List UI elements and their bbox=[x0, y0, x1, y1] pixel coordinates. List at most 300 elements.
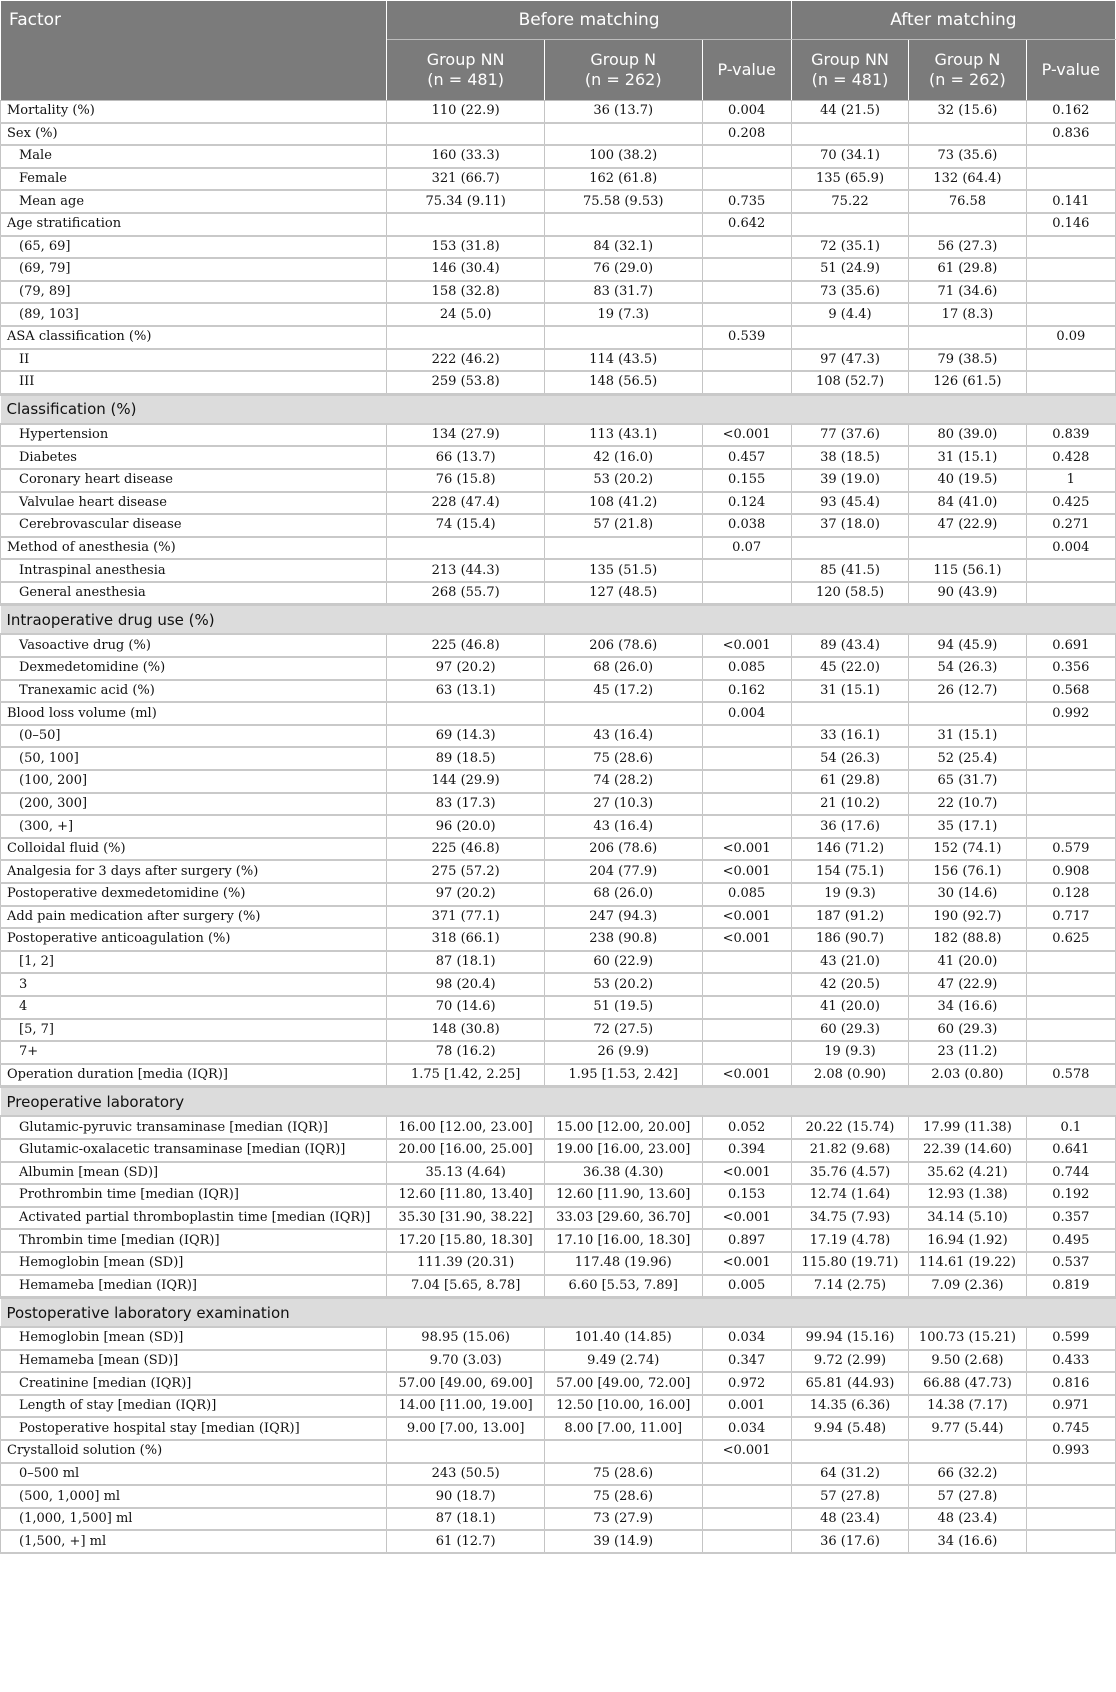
factor-cell: Hemoglobin [mean (SD)] bbox=[1, 1252, 387, 1275]
factor-cell: Male bbox=[1, 145, 387, 168]
value-cell: 54 (26.3) bbox=[791, 747, 908, 770]
section-header-row bbox=[1, 1298, 1116, 1328]
value-cell: 114.61 (19.22) bbox=[909, 1252, 1026, 1275]
value-cell bbox=[544, 123, 702, 146]
value-cell: 90 (43.9) bbox=[909, 582, 1026, 605]
value-cell: <0.001 bbox=[702, 1207, 791, 1230]
value-cell bbox=[702, 1530, 791, 1553]
value-cell: 17.20 [15.80, 18.30] bbox=[387, 1229, 545, 1252]
value-cell: 57.00 [49.00, 72.00] bbox=[544, 1372, 702, 1395]
table-row bbox=[1, 582, 1116, 605]
value-cell bbox=[1026, 770, 1115, 793]
value-cell bbox=[702, 371, 791, 394]
value-cell bbox=[1026, 815, 1115, 838]
value-cell: 2.03 (0.80) bbox=[909, 1064, 1026, 1087]
value-cell: 73 (27.9) bbox=[544, 1508, 702, 1531]
value-cell: 34 (16.6) bbox=[909, 1530, 1026, 1553]
value-cell: 71 (34.6) bbox=[909, 281, 1026, 304]
section-title: Preoperative laboratory bbox=[1, 1087, 1116, 1117]
factor-cell: Postoperative dexmedetomidine (%) bbox=[1, 883, 387, 906]
factor-cell: Crystalloid solution (%) bbox=[1, 1440, 387, 1463]
factor-cell: (100, 200] bbox=[1, 770, 387, 793]
value-cell: 0.537 bbox=[1026, 1252, 1115, 1275]
value-cell: 76.58 bbox=[909, 190, 1026, 213]
value-cell: 0.836 bbox=[1026, 123, 1115, 146]
value-cell: 126 (61.5) bbox=[909, 371, 1026, 394]
value-cell: <0.001 bbox=[702, 906, 791, 929]
value-cell: 26 (9.9) bbox=[544, 1041, 702, 1064]
value-cell bbox=[1026, 236, 1115, 259]
table-row bbox=[1, 1350, 1116, 1373]
value-cell bbox=[702, 725, 791, 748]
value-cell: 76 (15.8) bbox=[387, 469, 545, 492]
table-row bbox=[1, 906, 1116, 929]
value-cell bbox=[791, 702, 908, 725]
value-cell bbox=[387, 123, 545, 146]
value-cell: <0.001 bbox=[702, 860, 791, 883]
factor-cell: 4 bbox=[1, 996, 387, 1019]
value-cell: 0.897 bbox=[702, 1229, 791, 1252]
value-cell bbox=[702, 559, 791, 582]
value-cell: 0.394 bbox=[702, 1139, 791, 1162]
value-cell: 75.34 (9.11) bbox=[387, 190, 545, 213]
value-cell bbox=[702, 582, 791, 605]
factor-cell: Creatinine [median (IQR)] bbox=[1, 1372, 387, 1395]
value-cell: 57.00 [49.00, 69.00] bbox=[387, 1372, 545, 1395]
value-cell bbox=[702, 349, 791, 372]
value-cell: 61 (29.8) bbox=[909, 258, 1026, 281]
value-cell: 43 (16.4) bbox=[544, 725, 702, 748]
value-cell: 72 (27.5) bbox=[544, 1019, 702, 1042]
value-cell: 35.76 (4.57) bbox=[791, 1162, 908, 1185]
value-cell: 14.00 [11.00, 19.00] bbox=[387, 1395, 545, 1418]
column-header bbox=[702, 40, 791, 101]
value-cell bbox=[909, 123, 1026, 146]
value-cell: 94 (45.9) bbox=[909, 634, 1026, 657]
value-cell: 66 (13.7) bbox=[387, 446, 545, 469]
value-cell: 0.141 bbox=[1026, 190, 1115, 213]
value-cell bbox=[791, 326, 908, 349]
value-cell: 42 (16.0) bbox=[544, 446, 702, 469]
value-cell: 225 (46.8) bbox=[387, 838, 545, 861]
value-cell: 42 (20.5) bbox=[791, 973, 908, 996]
value-cell: 30 (14.6) bbox=[909, 883, 1026, 906]
value-cell: 39 (19.0) bbox=[791, 469, 908, 492]
value-cell: 9 (4.4) bbox=[791, 303, 908, 326]
value-cell: 60 (29.3) bbox=[791, 1019, 908, 1042]
value-cell bbox=[1026, 725, 1115, 748]
value-cell: 90 (18.7) bbox=[387, 1485, 545, 1508]
value-cell bbox=[1026, 1485, 1115, 1508]
value-cell: 0.208 bbox=[702, 123, 791, 146]
value-cell: 41 (20.0) bbox=[791, 996, 908, 1019]
value-cell: 9.49 (2.74) bbox=[544, 1350, 702, 1373]
value-cell: 0.085 bbox=[702, 657, 791, 680]
factor-cell: Postoperative anticoagulation (%) bbox=[1, 928, 387, 951]
value-cell: 0.146 bbox=[1026, 213, 1115, 236]
value-cell bbox=[909, 326, 1026, 349]
value-cell: 0.717 bbox=[1026, 906, 1115, 929]
value-cell: 98 (20.4) bbox=[387, 973, 545, 996]
value-cell: 63 (13.1) bbox=[387, 680, 545, 703]
table-row bbox=[1, 747, 1116, 770]
factor-cell: Tranexamic acid (%) bbox=[1, 680, 387, 703]
value-cell: <0.001 bbox=[702, 1252, 791, 1275]
table-row bbox=[1, 770, 1116, 793]
value-cell: 21 (10.2) bbox=[791, 793, 908, 816]
value-cell: 22.39 (14.60) bbox=[909, 1139, 1026, 1162]
value-cell bbox=[909, 1440, 1026, 1463]
factor-cell: (1,000, 1,500] ml bbox=[1, 1508, 387, 1531]
value-cell: 52 (25.4) bbox=[909, 747, 1026, 770]
value-cell: 68 (26.0) bbox=[544, 657, 702, 680]
value-cell: 0.578 bbox=[1026, 1064, 1115, 1087]
value-cell: 12.93 (1.38) bbox=[909, 1184, 1026, 1207]
value-cell: 0.004 bbox=[702, 702, 791, 725]
table-row bbox=[1, 559, 1116, 582]
value-cell: 0.052 bbox=[702, 1116, 791, 1139]
value-cell: 0.124 bbox=[702, 492, 791, 515]
value-cell: 9.72 (2.99) bbox=[791, 1350, 908, 1373]
value-cell: 0.425 bbox=[1026, 492, 1115, 515]
value-cell: 65.81 (44.93) bbox=[791, 1372, 908, 1395]
column-header-n: (n = 481) bbox=[811, 70, 889, 89]
value-cell: 0.539 bbox=[702, 326, 791, 349]
value-cell: 89 (43.4) bbox=[791, 634, 908, 657]
value-cell: 108 (41.2) bbox=[544, 492, 702, 515]
value-cell bbox=[1026, 168, 1115, 191]
table-row bbox=[1, 281, 1116, 304]
value-cell bbox=[1026, 303, 1115, 326]
value-cell bbox=[702, 168, 791, 191]
value-cell: 17 (8.3) bbox=[909, 303, 1026, 326]
value-cell: 43 (21.0) bbox=[791, 951, 908, 974]
value-cell bbox=[1026, 349, 1115, 372]
section-title: Postoperative laboratory examination bbox=[1, 1298, 1116, 1328]
value-cell: 14.35 (6.36) bbox=[791, 1395, 908, 1418]
value-cell: 51 (24.9) bbox=[791, 258, 908, 281]
value-cell: 19 (9.3) bbox=[791, 883, 908, 906]
value-cell: 160 (33.3) bbox=[387, 145, 545, 168]
column-header-label: P-value bbox=[717, 60, 776, 79]
value-cell: <0.001 bbox=[702, 1440, 791, 1463]
value-cell: 9.70 (3.03) bbox=[387, 1350, 545, 1373]
value-cell: 96 (20.0) bbox=[387, 815, 545, 838]
value-cell: 127 (48.5) bbox=[544, 582, 702, 605]
value-cell bbox=[702, 793, 791, 816]
value-cell: 57 (27.8) bbox=[909, 1485, 1026, 1508]
value-cell: 33.03 [29.60, 36.70] bbox=[544, 1207, 702, 1230]
value-cell bbox=[1026, 371, 1115, 394]
value-cell bbox=[791, 1440, 908, 1463]
value-cell: 0.347 bbox=[702, 1350, 791, 1373]
table-header bbox=[1, 1, 1116, 101]
column-header-n: (n = 262) bbox=[584, 70, 662, 89]
factor-cell: General anesthesia bbox=[1, 582, 387, 605]
table-row bbox=[1, 446, 1116, 469]
value-cell: 97 (47.3) bbox=[791, 349, 908, 372]
value-cell: 0.162 bbox=[1026, 101, 1115, 123]
value-cell: 33 (16.1) bbox=[791, 725, 908, 748]
value-cell: 243 (50.5) bbox=[387, 1463, 545, 1486]
section-header-row bbox=[1, 394, 1116, 424]
value-cell: 225 (46.8) bbox=[387, 634, 545, 657]
table-row bbox=[1, 928, 1116, 951]
value-cell: 37 (18.0) bbox=[791, 514, 908, 537]
value-cell: 97 (20.2) bbox=[387, 657, 545, 680]
value-cell: 132 (64.4) bbox=[909, 168, 1026, 191]
table-row bbox=[1, 1162, 1116, 1185]
value-cell: 7.14 (2.75) bbox=[791, 1275, 908, 1298]
factor-cell: Operation duration [media (IQR)] bbox=[1, 1064, 387, 1087]
value-cell: 83 (17.3) bbox=[387, 793, 545, 816]
value-cell: 0.819 bbox=[1026, 1275, 1115, 1298]
factor-cell: (300, +] bbox=[1, 815, 387, 838]
factor-cell: Vasoactive drug (%) bbox=[1, 634, 387, 657]
table-row bbox=[1, 1327, 1116, 1350]
value-cell: 275 (57.2) bbox=[387, 860, 545, 883]
value-cell: 152 (74.1) bbox=[909, 838, 1026, 861]
table-row bbox=[1, 634, 1116, 657]
value-cell bbox=[791, 537, 908, 560]
value-cell bbox=[544, 1440, 702, 1463]
factor-cell: Mean age bbox=[1, 190, 387, 213]
table-row bbox=[1, 213, 1116, 236]
value-cell: 34 (16.6) bbox=[909, 996, 1026, 1019]
table-row bbox=[1, 349, 1116, 372]
factor-cell: 7+ bbox=[1, 1041, 387, 1064]
value-cell: 0.908 bbox=[1026, 860, 1115, 883]
value-cell: 156 (76.1) bbox=[909, 860, 1026, 883]
value-cell: 268 (55.7) bbox=[387, 582, 545, 605]
factor-cell: II bbox=[1, 349, 387, 372]
value-cell: 26 (12.7) bbox=[909, 680, 1026, 703]
value-cell bbox=[909, 702, 1026, 725]
value-cell: 57 (21.8) bbox=[544, 514, 702, 537]
value-cell: 12.74 (1.64) bbox=[791, 1184, 908, 1207]
factor-cell: 3 bbox=[1, 973, 387, 996]
value-cell: 0.155 bbox=[702, 469, 791, 492]
table-row bbox=[1, 680, 1116, 703]
value-cell: 101.40 (14.85) bbox=[544, 1327, 702, 1350]
value-cell: 222 (46.2) bbox=[387, 349, 545, 372]
value-cell: 148 (30.8) bbox=[387, 1019, 545, 1042]
value-cell: 87 (18.1) bbox=[387, 1508, 545, 1531]
value-cell: 0.993 bbox=[1026, 1440, 1115, 1463]
value-cell: 75 (28.6) bbox=[544, 1463, 702, 1486]
factor-cell: Albumin [mean (SD)] bbox=[1, 1162, 387, 1185]
factor-cell: Glutamic-oxalacetic transaminase [median (IQR)] bbox=[1, 1139, 387, 1162]
factor-cell: Analgesia for 3 days after surgery (%) bbox=[1, 860, 387, 883]
value-cell: 0.641 bbox=[1026, 1139, 1115, 1162]
value-cell: 162 (61.8) bbox=[544, 168, 702, 191]
value-cell: 154 (75.1) bbox=[791, 860, 908, 883]
value-cell: 0.162 bbox=[702, 680, 791, 703]
value-cell bbox=[702, 747, 791, 770]
factor-cell: Sex (%) bbox=[1, 123, 387, 146]
value-cell: 68 (26.0) bbox=[544, 883, 702, 906]
value-cell: 114 (43.5) bbox=[544, 349, 702, 372]
value-cell: 84 (41.0) bbox=[909, 492, 1026, 515]
value-cell bbox=[1026, 1041, 1115, 1064]
value-cell: 7.04 [5.65, 8.78] bbox=[387, 1275, 545, 1298]
factor-cell: (200, 300] bbox=[1, 793, 387, 816]
value-cell: 117.48 (19.96) bbox=[544, 1252, 702, 1275]
factor-cell: Glutamic-pyruvic transaminase [median (IQR)] bbox=[1, 1116, 387, 1139]
value-cell: 93 (45.4) bbox=[791, 492, 908, 515]
value-cell: 36 (17.6) bbox=[791, 1530, 908, 1553]
factor-cell: (0–50] bbox=[1, 725, 387, 748]
value-cell: 36 (17.6) bbox=[791, 815, 908, 838]
value-cell bbox=[1026, 951, 1115, 974]
table-row bbox=[1, 1395, 1116, 1418]
factor-cell: Female bbox=[1, 168, 387, 191]
value-cell: 0.004 bbox=[702, 101, 791, 123]
section-title: Intraoperative drug use (%) bbox=[1, 605, 1116, 635]
value-cell: 35 (17.1) bbox=[909, 815, 1026, 838]
value-cell: 144 (29.9) bbox=[387, 770, 545, 793]
value-cell: 22 (10.7) bbox=[909, 793, 1026, 816]
value-cell: 34.75 (7.93) bbox=[791, 1207, 908, 1230]
before-matching-header: Before matching bbox=[387, 1, 791, 40]
factor-cell: Cerebrovascular disease bbox=[1, 514, 387, 537]
value-cell: 0.085 bbox=[702, 883, 791, 906]
factor-cell: Method of anesthesia (%) bbox=[1, 537, 387, 560]
value-cell: 44 (21.5) bbox=[791, 101, 908, 123]
value-cell: 1.95 [1.53, 2.42] bbox=[544, 1064, 702, 1087]
table-row bbox=[1, 1207, 1116, 1230]
value-cell: <0.001 bbox=[702, 634, 791, 657]
value-cell: 39 (14.9) bbox=[544, 1530, 702, 1553]
table-row bbox=[1, 973, 1116, 996]
value-cell: 75 (28.6) bbox=[544, 1485, 702, 1508]
table-row bbox=[1, 492, 1116, 515]
value-cell: <0.001 bbox=[702, 1162, 791, 1185]
factor-cell: ASA classification (%) bbox=[1, 326, 387, 349]
value-cell: 0.816 bbox=[1026, 1372, 1115, 1395]
value-cell bbox=[702, 1041, 791, 1064]
value-cell bbox=[702, 281, 791, 304]
value-cell: 85 (41.5) bbox=[791, 559, 908, 582]
table-row bbox=[1, 236, 1116, 259]
table-row bbox=[1, 1530, 1116, 1553]
value-cell: 0.001 bbox=[702, 1395, 791, 1418]
factor-cell: Diabetes bbox=[1, 446, 387, 469]
value-cell bbox=[1026, 1508, 1115, 1531]
value-cell bbox=[702, 236, 791, 259]
factor-cell: Length of stay [median (IQR)] bbox=[1, 1395, 387, 1418]
factor-cell: Hypertension bbox=[1, 424, 387, 447]
value-cell: 1.75 [1.42, 2.25] bbox=[387, 1064, 545, 1087]
value-cell: 31 (15.1) bbox=[909, 446, 1026, 469]
value-cell bbox=[702, 1463, 791, 1486]
factor-cell: (50, 100] bbox=[1, 747, 387, 770]
table-row bbox=[1, 1275, 1116, 1298]
value-cell: 213 (44.3) bbox=[387, 559, 545, 582]
value-cell bbox=[544, 702, 702, 725]
value-cell: 0.271 bbox=[1026, 514, 1115, 537]
value-cell: 111.39 (20.31) bbox=[387, 1252, 545, 1275]
value-cell bbox=[702, 770, 791, 793]
value-cell: 146 (30.4) bbox=[387, 258, 545, 281]
value-cell bbox=[1026, 1463, 1115, 1486]
factor-cell: (1,500, +] ml bbox=[1, 1530, 387, 1553]
value-cell bbox=[702, 145, 791, 168]
value-cell bbox=[1026, 1019, 1115, 1042]
value-cell: 66 (32.2) bbox=[909, 1463, 1026, 1486]
value-cell: 80 (39.0) bbox=[909, 424, 1026, 447]
value-cell: 36 (13.7) bbox=[544, 101, 702, 123]
value-cell: 16.94 (1.92) bbox=[909, 1229, 1026, 1252]
value-cell: 0.457 bbox=[702, 446, 791, 469]
value-cell bbox=[702, 303, 791, 326]
value-cell: 36.38 (4.30) bbox=[544, 1162, 702, 1185]
value-cell: 40 (19.5) bbox=[909, 469, 1026, 492]
value-cell: 321 (66.7) bbox=[387, 168, 545, 191]
value-cell: 206 (78.6) bbox=[544, 634, 702, 657]
factor-cell: Age stratification bbox=[1, 213, 387, 236]
table-row bbox=[1, 725, 1116, 748]
table-row bbox=[1, 1508, 1116, 1531]
value-cell bbox=[702, 1508, 791, 1531]
value-cell: 75 (28.6) bbox=[544, 747, 702, 770]
factor-cell: Activated partial thromboplastin time [median (IQR)] bbox=[1, 1207, 387, 1230]
table-row bbox=[1, 1139, 1116, 1162]
column-header-n: (n = 262) bbox=[929, 70, 1006, 89]
value-cell: 23 (11.2) bbox=[909, 1041, 1026, 1064]
column-header-label: Group NN bbox=[811, 50, 889, 69]
value-cell: 6.60 [5.53, 7.89] bbox=[544, 1275, 702, 1298]
factor-cell: (89, 103] bbox=[1, 303, 387, 326]
table-row bbox=[1, 326, 1116, 349]
value-cell bbox=[1026, 1530, 1115, 1553]
value-cell: 371 (77.1) bbox=[387, 906, 545, 929]
factor-cell: [1, 2] bbox=[1, 951, 387, 974]
value-cell: 16.00 [12.00, 23.00] bbox=[387, 1116, 545, 1139]
value-cell: 0.579 bbox=[1026, 838, 1115, 861]
value-cell: 247 (94.3) bbox=[544, 906, 702, 929]
value-cell: 83 (31.7) bbox=[544, 281, 702, 304]
value-cell: 51 (19.5) bbox=[544, 996, 702, 1019]
value-cell bbox=[702, 258, 791, 281]
value-cell: 73 (35.6) bbox=[791, 281, 908, 304]
value-cell: 9.50 (2.68) bbox=[909, 1350, 1026, 1373]
column-header bbox=[544, 40, 702, 101]
value-cell bbox=[387, 213, 545, 236]
value-cell: 0.192 bbox=[1026, 1184, 1115, 1207]
value-cell bbox=[1026, 145, 1115, 168]
table-row bbox=[1, 657, 1116, 680]
table-row bbox=[1, 1019, 1116, 1042]
factor-cell: (79, 89] bbox=[1, 281, 387, 304]
table-row bbox=[1, 424, 1116, 447]
value-cell: 19 (9.3) bbox=[791, 1041, 908, 1064]
table-row bbox=[1, 838, 1116, 861]
value-cell: 69 (14.3) bbox=[387, 725, 545, 748]
value-cell: 17.10 [16.00, 18.30] bbox=[544, 1229, 702, 1252]
value-cell bbox=[1026, 996, 1115, 1019]
table-row bbox=[1, 996, 1116, 1019]
value-cell: 15.00 [12.00, 20.00] bbox=[544, 1116, 702, 1139]
table-row bbox=[1, 951, 1116, 974]
factor-cell: Blood loss volume (ml) bbox=[1, 702, 387, 725]
column-header-label: P-value bbox=[1041, 60, 1100, 79]
value-cell: 0.357 bbox=[1026, 1207, 1115, 1230]
value-cell: 72 (35.1) bbox=[791, 236, 908, 259]
value-cell: 0.495 bbox=[1026, 1229, 1115, 1252]
value-cell: 98.95 (15.06) bbox=[387, 1327, 545, 1350]
value-cell: 19.00 [16.00, 23.00] bbox=[544, 1139, 702, 1162]
